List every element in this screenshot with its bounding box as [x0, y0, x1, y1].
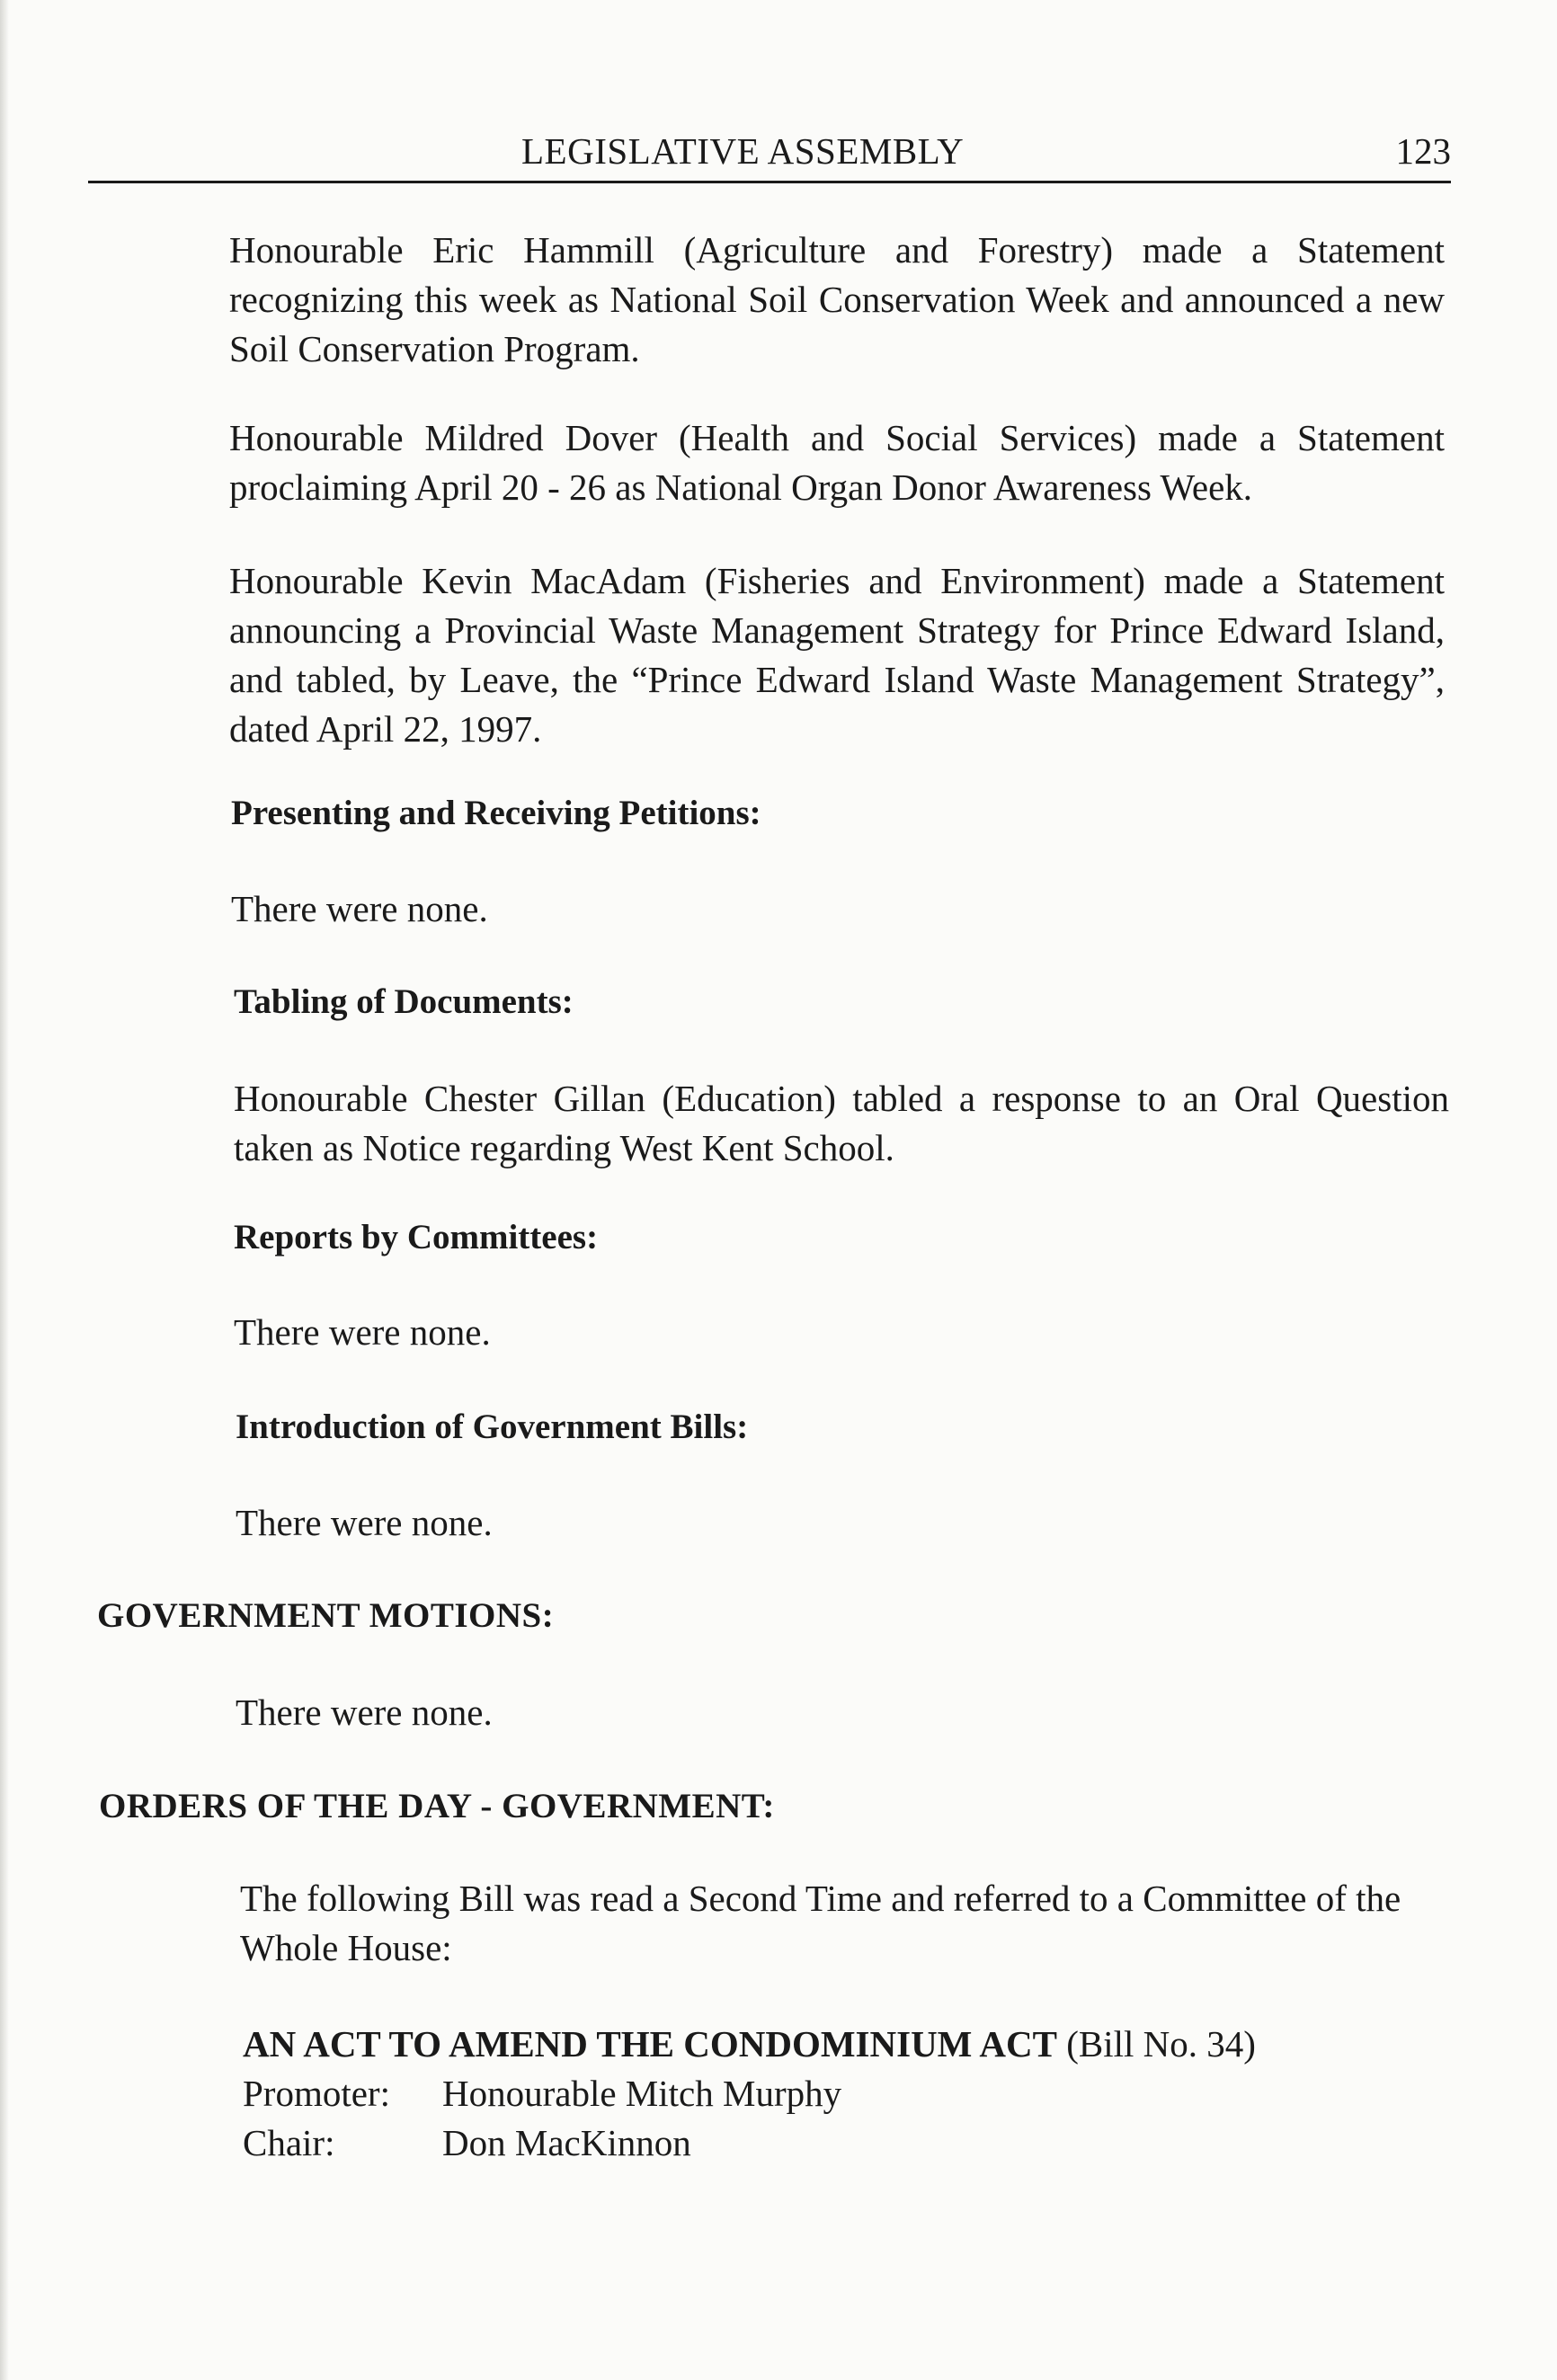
- page-number: 123: [1395, 130, 1451, 172]
- bill-act-name: AN ACT TO AMEND THE CONDOMINIUM ACT: [243, 2023, 1057, 2065]
- petitions-heading: Presenting and Receiving Petitions:: [231, 794, 761, 832]
- header-rule: [88, 181, 1451, 183]
- header-title: LEGISLATIVE ASSEMBLY: [521, 130, 965, 172]
- committees-heading: Reports by Committees:: [234, 1218, 599, 1257]
- tabling-heading: Tabling of Documents:: [234, 982, 574, 1021]
- promoter-label: Promoter:: [243, 2073, 390, 2114]
- promoter-value: Honourable Mitch Murphy: [442, 2073, 842, 2114]
- chair-value: Don MacKinnon: [442, 2122, 691, 2163]
- promoter-row: [243, 2072, 841, 2115]
- gov-bills-text: There were none.: [236, 1502, 493, 1543]
- bill-number: (Bill No. 34): [1056, 2023, 1256, 2065]
- statement-dover: Honourable Mildred Dover (Health and Social Services) made a Statement proclaiming April 20 - 26 as National Organ Donor Awareness Week.: [229, 417, 1445, 508]
- gov-motions-text: There were none.: [236, 1692, 493, 1733]
- statement-macadam: Honourable Kevin MacAdam (Fisheries and Environment) made a Statement announcing a Provincial Waste Management Strategy for Prince Edward Island, and tabled, by Leave, the “Prince Edward Island Waste Management Strategy”, dated April 22, 1997.: [229, 560, 1445, 750]
- orders-heading: ORDERS OF THE DAY - GOVERNMENT:: [99, 1787, 775, 1825]
- tabling-text: Honourable Chester Gillan (Education) tabled a response to an Oral Question taken as Notice regarding West Kent School.: [234, 1078, 1449, 1168]
- chair-label: Chair:: [243, 2122, 335, 2163]
- petitions-text: There were none.: [231, 888, 488, 929]
- chair-row: [243, 2121, 691, 2164]
- committees-text: There were none.: [234, 1311, 491, 1353]
- gov-bills-heading: Introduction of Government Bills:: [236, 1408, 749, 1446]
- bill-title: [243, 2022, 1256, 2065]
- gov-motions-heading: GOVERNMENT MOTIONS:: [97, 1596, 555, 1635]
- orders-intro: The following Bill was read a Second Time and referred to a Committee of the Whole House:: [240, 1878, 1401, 1968]
- statement-hammill: Honourable Eric Hammill (Agriculture and Forestry) made a Statement recognizing this week as National Soil Conservation Week and announced a new Soil Conservation Program.: [229, 229, 1445, 369]
- page-header: [88, 122, 1451, 176]
- page-edge-shadow: [0, 0, 9, 2380]
